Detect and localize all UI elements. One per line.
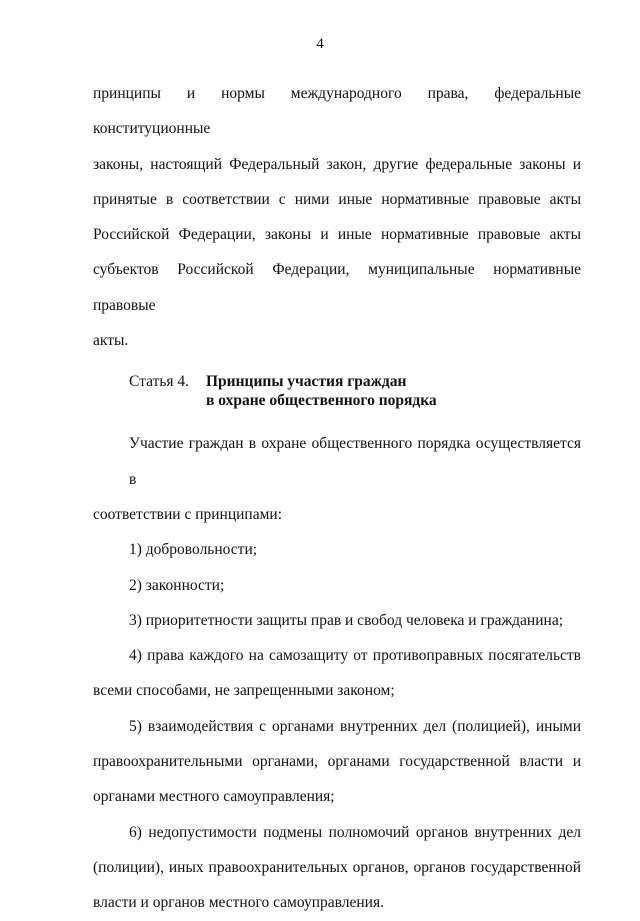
intro-line: Российской Федерации, законы и иные нормативные правовые акты (93, 226, 581, 244)
list-item (93, 568, 581, 603)
lead-paragraph (93, 426, 581, 532)
list-item-line: власти и органов местного самоуправления. (93, 894, 384, 912)
intro-line: субъектов Российской Федерации, муниципальные нормативные правовые (93, 261, 581, 314)
page-number: 4 (316, 36, 324, 52)
intro-paragraph (93, 76, 581, 358)
list-item (93, 638, 581, 709)
intro-line: принятые в соответствии с ними иные нормативные правовые акты (93, 190, 581, 208)
list-item-line: (полиции), иных правоохранительных органов, органов государственной (93, 858, 581, 876)
list-item-line: 4) права каждого на самозащиту от противоправных посягательств (129, 647, 581, 665)
list-item-line: 2) законности; (129, 576, 225, 594)
list-item-line: 3) приоритетности защиты прав и свобод человека и гражданина; (129, 611, 563, 629)
lead-line: Участие граждан в охране общественного порядка осуществляется в (129, 435, 581, 488)
list-item-line: правоохранительными органами, органами государственной власти и (93, 753, 581, 771)
lead-line: соответствии с принципами: (93, 505, 283, 523)
article-title (206, 372, 437, 410)
article-title-line: Принципы участия граждан (206, 373, 407, 391)
list-item-line: органами местного самоуправления; (93, 788, 335, 806)
intro-line: законы, настоящий Федеральный закон, другие федеральные законы и (93, 155, 581, 173)
list-item-line: 5) взаимодействия с органами внутренних дел (полицией), иными (129, 717, 581, 735)
list-item (93, 603, 581, 638)
list-item-line: всеми способами, не запрещенными законом; (93, 682, 395, 700)
document-body (93, 76, 581, 921)
list-item-line: 1) добровольности; (129, 541, 258, 559)
list-item-line: 6) недопустимости подмены полномочий органов внутренних дел (129, 823, 581, 841)
article-label: Статья 4. (129, 373, 190, 391)
intro-line: акты. (93, 332, 129, 350)
article-title-line: в охране общественного порядка (206, 392, 437, 410)
article-heading (93, 372, 581, 410)
intro-line: принципы и нормы международного права, федеральные конституционные (93, 85, 581, 138)
list-item (93, 532, 581, 567)
list-item (93, 709, 581, 815)
